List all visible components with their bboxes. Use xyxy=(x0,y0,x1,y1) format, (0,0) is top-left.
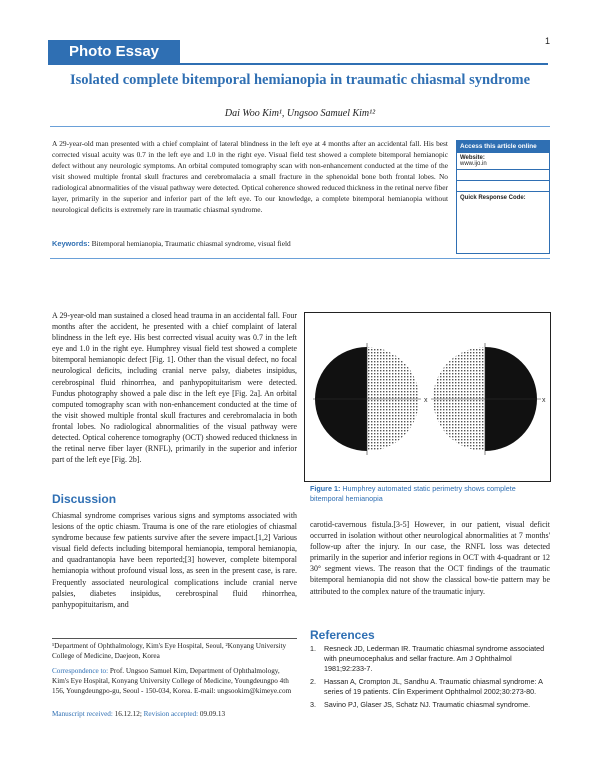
reference-item xyxy=(310,677,550,697)
access-box xyxy=(456,140,550,254)
reference-number: 3. xyxy=(310,700,316,709)
correspondence xyxy=(52,666,297,696)
reference-text: Hassan A, Crompton JL, Sandhu A. Traumatic chiasmal syndrome: A series of 19 patients. Clin Experiment Ophthalmol 2002;30:273-80. xyxy=(324,677,543,696)
accepted-date: 09.09.13 xyxy=(199,710,226,718)
axis-mark-right: x xyxy=(542,397,546,404)
qr-section xyxy=(457,191,549,250)
footnote-rule xyxy=(52,638,297,639)
reference-number: 2. xyxy=(310,677,316,686)
discussion-text-left: Chiasmal syndrome comprises various signs and symptoms associated with lesions of the optic chiasm. Trauma is one of the rare etiologies of chiasmal syndrome because few patients survive after the severe impact.[1,2] Various visual field defects including bitemporal hemianopia, temporal hemianopia, and quadrantanopia have been reported;[3] however, complete bitemporal hemianopia without profound visual loss, as seen in the present case, is rare. Frequently associated neurological complications include cranial nerve palsies, diabetes insipidus, cerebrospinal fluid rhinorrhea, panhypopituitarism, and xyxy=(52,511,297,609)
left-eye-field xyxy=(313,343,421,455)
keywords xyxy=(52,239,448,249)
divider xyxy=(50,126,550,127)
website-label: Website: xyxy=(460,155,485,161)
references-heading: References xyxy=(310,628,375,642)
right-eye-field xyxy=(431,343,541,455)
article-title: Isolated complete bitemporal hemianopia in traumatic chiasmal syndrome xyxy=(69,72,531,88)
access-heading: Access this article online xyxy=(457,141,549,152)
figure-caption-label: Figure 1: xyxy=(310,484,341,493)
correspondence-label: Correspondence to: xyxy=(52,667,109,675)
axis-mark-left: x xyxy=(424,397,428,404)
page-number: 1 xyxy=(544,36,550,46)
article-authors: Dai Woo Kim¹, Ungsoo Samuel Kim¹² xyxy=(224,108,376,119)
access-website xyxy=(457,152,549,169)
figure-1 xyxy=(304,312,551,482)
header-rule xyxy=(48,63,548,65)
reference-number: 1. xyxy=(310,644,316,653)
section-badge: Photo Essay xyxy=(48,40,180,64)
discussion-text-right: carotid-cavernous fistula.[3-5] However, in our patient, visual deficit occurred in isolation without other neurological abnormalities at 7 months' follow-up after the injury. In our case, the RNFL loss was detected primarily in the superior and inferior regions in OCT with 4-quadrant or 12 30° segment views. The reason that the OCT findings of the traumatic bitemporal hemianopia did not show the classical bow-tie pattern may be attributed to the complex nature of the traumatic injury. xyxy=(310,520,550,596)
intro-text: A 29-year-old man sustained a closed head trauma in an accidental fall. Four months after the accident, he presented with a chief complaint of lateral blindness in the left eye. His best corrected visual acuity was 0.7 in the left eye and 1.0 in the right eye. Humphrey visual field test showed a complete bitemporal hemianopic defect [Fig. 1]. Other than the visual defect, no focal neurological deficits, including cranial nerve palsy, diabetes insipidus, cerebrospinal fluid rhinorrhea, and panhypopituitarism were detected. Fundus photography showed a pale disc in the left eye [Fig. 2a]. An orbital computed tomography scan with non-enhancement conducted at the time of the visit showed multiple frontal skull fractures and cerebromalacia in both frontal lobes. No radiological abnormalities of the visual pathway were detected. Optical coherence tomography (OCT) showed reduced thickness in the retinal nerve fiber layer (RNFL), primarily in the superior and inferior part of the left eye [Fig. 2b]. xyxy=(52,311,297,465)
reference-text: Resneck JD, Lederman IR. Traumatic chiasmal syndrome associated with pneumocephalus and sellar fracture. Am J Ophthalmol 1981;92:233-7. xyxy=(324,644,545,673)
reference-item xyxy=(310,644,550,674)
received-date: 16.12.12; xyxy=(114,710,142,718)
received-label: Manuscript received: xyxy=(52,710,113,718)
visual-field-image xyxy=(305,313,550,481)
access-doi xyxy=(457,169,549,180)
affiliation: ¹Department of Ophthalmology, Kim's Eye Hospital, Seoul, ²Konyang University College of Medicine, Daejeon, Korea xyxy=(52,642,287,660)
access-pmid xyxy=(457,180,549,191)
figure-caption xyxy=(310,484,550,503)
abstract: A 29-year-old man presented with a chief complaint of lateral blindness in the left eye at 4 months after an accidental fall. His best corrected visual acuity was 0.7 in the left eye and 1.0 in the right eye. Visual field test showed a complete bitemporal hemianopic defect without any neurologic symptoms. An orbital computed tomography scan with non-enhancement conducted at the time of the visit showed multiple frontal skull fractures and cerebromalacia a small fracture in the sphenoidal bone both frontal lobes. No radiological abnormalities of the visual pathway were detected. Optical coherence showed reduced thickness in the retinal nerve fiber layer, primarily in the superior and inferior part of the left eye. To our knowledge, a complete bitemporal hemianopia without neurological deficits is extremely rare in traumatic chiasmal syndrome. xyxy=(52,139,448,214)
accepted-label: Revision accepted: xyxy=(143,710,199,718)
keywords-text: Bitemporal hemianopia, Traumatic chiasmal syndrome, visual field xyxy=(91,239,291,248)
references-list xyxy=(310,644,550,713)
manuscript-dates xyxy=(52,710,297,718)
keywords-label: Keywords: xyxy=(52,239,90,248)
discussion-heading: Discussion xyxy=(52,492,117,506)
reference-text: Savino PJ, Glaser JS, Schatz NJ. Traumatic chiasmal syndrome. xyxy=(324,700,531,709)
correspondence-text: Prof. Ungsoo Samuel Kim, Department of Ophthalmology, Kim's Eye Hospital, Konyang University College of Medicine, Youngdeungpo 4th 156, Youngdeungpo-gu, Seoul - 150-034, Korea. E-mail: ungsookim@kimeye.com xyxy=(52,667,292,695)
qr-label: Quick Response Code: xyxy=(460,195,526,201)
reference-item xyxy=(310,700,550,710)
website-link[interactable]: www.ijo.in xyxy=(460,161,487,167)
figure-caption-text: Humphrey automated static perimetry shows complete bitemporal hemianopia xyxy=(310,484,516,503)
divider xyxy=(50,258,550,259)
